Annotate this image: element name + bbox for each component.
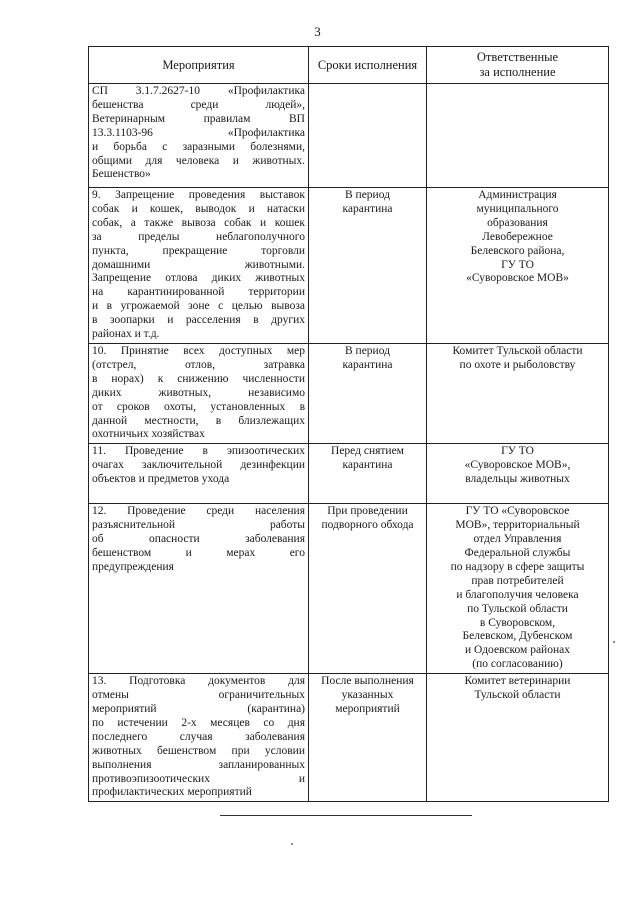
measure-text-line: профилактических мероприятий [92, 786, 252, 799]
header-responsible: Ответственные за исполнение [427, 47, 609, 84]
measure-text-line: диких животных, независимо [92, 386, 305, 399]
responsible-cell: ГУ ТО «Суворовское МОВ», территориальный отдел Управления Федеральной службы по надзору в сфере защиты прав потребителей и благополучия человека по Тульской области в Суворовском, Белевском, Дубенском и Одоевском районах (по согласованию) [427, 504, 609, 674]
measure-text-line: в зоопарки и расселения в других [92, 314, 305, 327]
measure-text-line: и борьба с заразными болезнями, [92, 140, 305, 153]
responsible-cell [427, 84, 609, 188]
measure-text-line: СП 3.1.7.2627-10 «Профилактика [92, 85, 305, 97]
table-row [89, 84, 609, 188]
deadline-cell: В период карантина [309, 343, 427, 443]
deadline-cell: Перед снятием карантина [309, 444, 427, 504]
measure-text-line: противоэпизоотических и [92, 772, 305, 785]
table-row [89, 343, 609, 443]
table-header-row [89, 47, 609, 84]
measure-cell [89, 674, 309, 802]
header-deadlines: Сроки исполнения [309, 47, 427, 84]
measure-text-line: выполнения запланированных [92, 758, 305, 771]
measure-text-line: собак, а также вывоза собак и кошек [92, 216, 305, 229]
measure-text-line: Ветеринарным правилам ВП [92, 112, 305, 125]
table-row [89, 674, 609, 802]
deadline-cell: При проведении подворного обхода [309, 504, 427, 674]
measures-table [88, 46, 609, 802]
responsible-cell: Комитет Тульской области по охоте и рыболовству [427, 343, 609, 443]
measure-text-line: и в угрожаемой зоне с целью вывоза [92, 300, 305, 313]
responsible-cell: Администрация муниципального образования Левобережное Белевского района, ГУ ТО «Суворовское МОВ» [427, 188, 609, 344]
measure-text-line: объектов и предметов ухода [92, 473, 230, 486]
measure-cell [89, 84, 309, 188]
measure-text-line: животных бешенством при условии [92, 744, 305, 757]
measure-text-line: 12. Проведение среди населения [92, 505, 305, 518]
measure-cell [89, 504, 309, 674]
measure-text-line: предупреждения [92, 560, 174, 573]
table-row [89, 504, 609, 674]
measure-cell [89, 188, 309, 344]
measure-text-line: последнего случая заболевания [92, 730, 305, 743]
measure-text-line: от сроков охоты, установленных в [92, 400, 305, 413]
measure-text-line: бешенства среди людей», [92, 98, 305, 111]
measure-text-line: 13.3.1103-96 «Профилактика [92, 126, 305, 139]
scan-speck [291, 843, 293, 845]
header-measures: Мероприятия [89, 47, 309, 84]
measure-text-line: Бешенство» [92, 168, 151, 181]
measure-cell [89, 343, 309, 443]
measure-text-line: Запрещение отлова диких животных [92, 272, 305, 285]
measure-text-line: на карантинированной территории [92, 286, 305, 299]
deadline-cell: В период карантина [309, 188, 427, 344]
scan-speck [613, 641, 615, 643]
measure-text-line: мероприятий (карантина) [92, 703, 305, 715]
measure-text-line: бешенством и мерах его [92, 547, 305, 560]
deadline-cell: После выполнения указанных мероприятий [309, 674, 427, 802]
measure-text-line: очагах заключительной дезинфекции [92, 459, 305, 472]
measure-text-line: (отстрел, отлов, затравка [92, 358, 305, 371]
measure-text-line: общими для человека и животных. [92, 154, 305, 167]
measure-text-line: за пределы неблагополучного [92, 230, 305, 243]
deadline-cell [309, 84, 427, 188]
measure-text-line: домашними животными. [92, 258, 305, 271]
measure-text-line: в норах) к снижению численности [92, 372, 305, 385]
measure-text-line: 9. Запрещение проведения выставок [92, 189, 305, 201]
responsible-cell: Комитет ветеринарии Тульской области [427, 674, 609, 802]
measure-text-line: об опасности заболевания [92, 533, 305, 546]
measure-text-line: районах и т.д. [92, 328, 160, 341]
page-number: 3 [314, 24, 321, 39]
measure-text-line: собак и кошек, выводок и натаски [92, 202, 305, 215]
measure-text-line: 13. Подготовка документов для [92, 675, 305, 688]
measure-text-line: 10. Принятие всех доступных мер [92, 344, 305, 357]
responsible-cell: ГУ ТО «Суворовское МОВ», владельцы животных [427, 444, 609, 504]
measure-text-line: разъяснительной работы [92, 519, 305, 532]
measure-text-line: по истечении 2-х месяцев со дня [92, 716, 305, 729]
measure-text-line: отмены ограничительных [92, 689, 305, 702]
measure-text-line: охотничьих хозяйствах [92, 428, 205, 441]
measure-cell [89, 444, 309, 504]
table-row [89, 444, 609, 504]
measure-text-line: данной местности, в близлежащих [92, 414, 305, 427]
measure-text-line: пункта, прекращение торговли [92, 244, 305, 257]
table-row [89, 188, 609, 344]
measure-text-line: 11. Проведение в эпизоотических [92, 445, 305, 458]
closing-rule [220, 815, 472, 816]
